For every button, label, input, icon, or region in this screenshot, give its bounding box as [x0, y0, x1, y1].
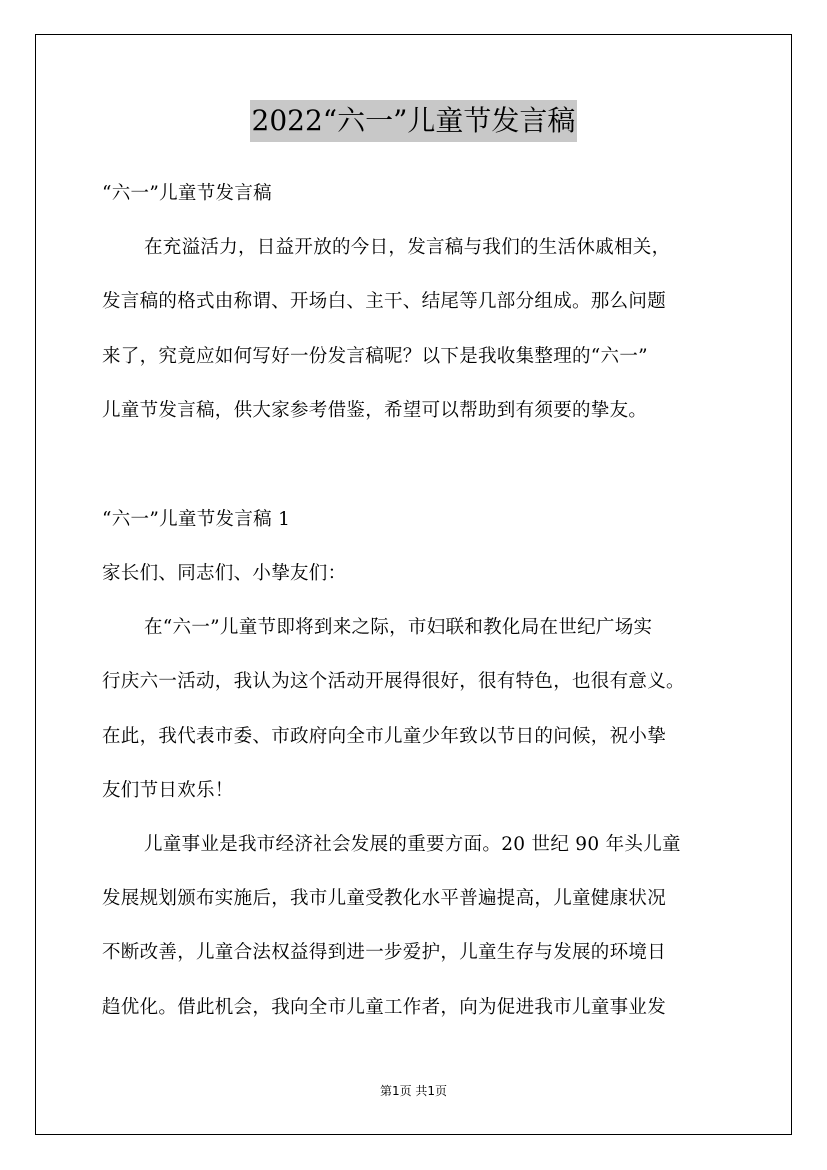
paragraph-line: 在此，我代表市委、市政府向全市儿童少年致以节日的问候，祝小挚: [102, 726, 667, 747]
paragraph-line: 在充溢活力，日益开放的今日，发言稿与我们的生活休戚相关，: [144, 237, 671, 258]
document-title-block: [0, 100, 827, 142]
document-title: 2022“六一”儿童节发言稿: [250, 100, 578, 142]
paragraph-line: 友们节日欢乐！: [102, 780, 234, 801]
paragraph-line: 趋优化。借此机会，我向全市儿童工作者，向为促进我市儿童事业发: [102, 997, 667, 1018]
paragraph-line: 不断改善，儿童合法权益得到进一步爱护，儿童生存与发展的环境日: [102, 942, 667, 963]
section-heading: “六一”儿童节发言稿 1: [102, 509, 291, 530]
paragraph-line: 儿童事业是我市经济社会发展的重要方面。20 世纪 90 年头儿童: [144, 834, 681, 855]
paragraph-line: 发展规划颁布实施后，我市儿童受教化水平普遍提高，儿童健康状况: [102, 888, 667, 909]
page-number: 第1页 共1页: [379, 1084, 448, 1098]
paragraph-line: 发言稿的格式由称谓、开场白、主干、结尾等几部分组成。那么问题: [102, 291, 667, 312]
section-heading: “六一”儿童节发言稿: [102, 183, 272, 204]
salutation: 家长们、同志们、小挚友们：: [102, 563, 347, 584]
paragraph-line: 来了，究竟应如何写好一份发言稿呢？以下是我收集整理的“六一”: [102, 346, 648, 367]
paragraph-line: 儿童节发言稿，供大家参考借鉴，希望可以帮助到有须要的挚友。: [102, 400, 648, 421]
paragraph-line: 行庆六一活动，我认为这个活动开展得很好，很有特色，也很有意义。: [102, 671, 685, 692]
paragraph-line: 在“六一”儿童节即将到来之际，市妇联和教化局在世纪广场实: [144, 617, 653, 638]
